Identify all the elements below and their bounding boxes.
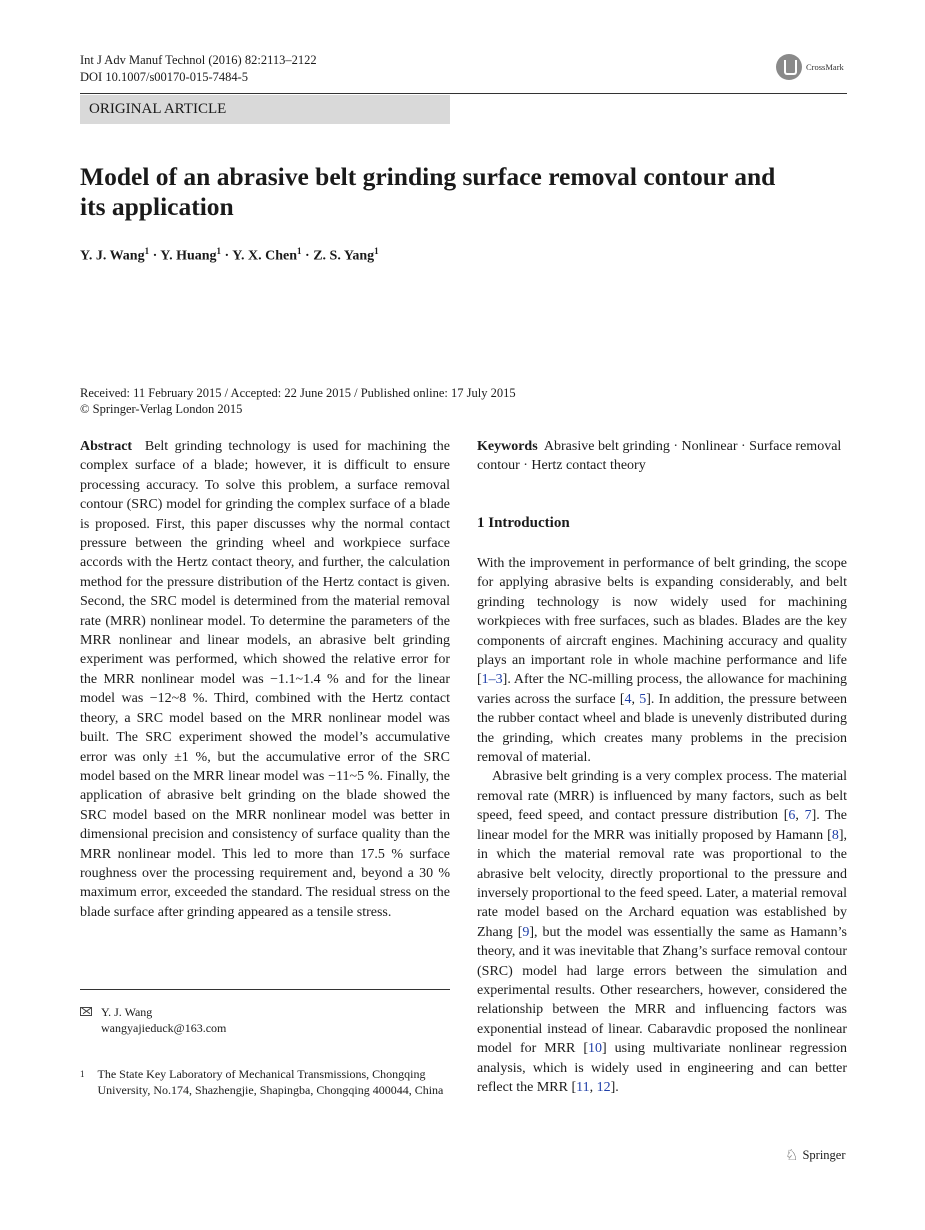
keywords [477, 437, 847, 476]
article-type-tag: ORIGINAL ARTICLE [80, 95, 450, 124]
corresponding-name: Y. J. Wang [101, 1005, 153, 1019]
copyright-line: © Springer-Verlag London 2015 [80, 402, 243, 416]
section-heading-introduction: 1 Introduction [477, 515, 570, 531]
envelope-icon [80, 1007, 92, 1016]
introduction-body [477, 554, 847, 1097]
crossmark-icon [776, 54, 802, 80]
springer-horse-icon: ♘ [785, 1148, 799, 1164]
author-list [80, 246, 379, 265]
author-name[interactable]: Y. J. Wang [80, 248, 145, 264]
keywords-text: Abrasive belt grinding · Nonlinear · Surface removal contour · Hertz contact theory [477, 439, 842, 474]
citation-link[interactable]: 4 [624, 691, 632, 707]
citation-link[interactable]: 12 [596, 1079, 611, 1095]
author-name[interactable]: Y. Huang [160, 248, 217, 264]
affiliation [80, 1066, 452, 1098]
author-affiliation-mark: 1 [144, 246, 150, 256]
header-rule [80, 93, 847, 94]
publication-dates [80, 385, 516, 417]
doi[interactable]: DOI 10.1007/s00170-015-7484-5 [80, 70, 249, 84]
citation-link[interactable]: 5 [639, 691, 647, 707]
affiliation-text: The State Key Laboratory of Mechanical Transmissions, Chongqing University, No.174, Shazhengjie, Shapingba, Chongqing 400044, China [97, 1067, 444, 1097]
footnote-rule [80, 989, 450, 990]
journal-info [80, 52, 317, 86]
publisher-name: Springer [802, 1148, 846, 1162]
citation-link[interactable]: 10 [588, 1041, 603, 1057]
keywords-label: Keywords [477, 439, 538, 454]
abstract-label: Abstract [80, 439, 133, 454]
author-separator: · [149, 248, 161, 264]
author-affiliation-mark: 1 [216, 246, 222, 256]
intro-paragraph-2: Abrasive belt grinding is a very complex process. The material removal rate (MRR) is influenced by many factors, such as belt speed, feed speed, and contact pressure distribution [6, 7]. The linear model for the MRR was initially proposed by Hamann [8], in which the material removal rate was proportional to the abrasive belt velocity, directly proportional to the pressure and inversely proportional to the feed speed. Later, a material removal rate model based on the Archard equation was established by Zhang [9], but the model was essentially the same as Hamann’s theory, and it was inevitable that Zhang’s surface removal contour (SRC) model had large errors between the simulation and experimental results. Other researchers, however, considered the relationship between the MRR and influencing factors was exponential instead of linear. Cabaravdic proposed the nonlinear model for MRR [10] using multivariate nonlinear regression analysis, which is widely used in engineering and can better reflect the MRR [11, 12]. [477, 769, 847, 1095]
article-title: Model of an abrasive belt grinding surface removal contour and its application [80, 162, 776, 221]
citation-link[interactable]: 9 [522, 924, 530, 940]
publisher-logo [785, 1146, 846, 1165]
citation-link[interactable]: 6 [788, 808, 796, 824]
corresponding-email[interactable]: wangyajieduck@163.com [101, 1021, 227, 1035]
journal-citation: Int J Adv Manuf Technol (2016) 82:2113–2122 [80, 53, 317, 67]
crossmark-badge[interactable] [776, 52, 856, 82]
citation-link[interactable]: 11 [576, 1079, 590, 1095]
affiliation-number: 1 [80, 1069, 85, 1079]
author-separator: · [301, 248, 314, 264]
citation-link[interactable]: 1–3 [481, 672, 503, 688]
abstract [80, 437, 450, 922]
intro-paragraph-1: With the improvement in performance of belt grinding, the scope for applying abrasive belts is expanding considerably, and belt grinding technology is now widely used for machining workpieces with free surfaces, such as blades. Blades are the key components of aircraft engines. Machining accuracy and quality plays an important role in whole machine performance and life [1–3]. After the NC-milling process, the allowance for machining varies across the surface [4, 5]. In addition, the pressure between the rubber contact wheel and blade is unevenly distributed during the grinding, which creates many problems in the precision removal of material. [477, 556, 847, 766]
corresponding-author [80, 1004, 226, 1036]
author-name[interactable]: Y. X. Chen [232, 248, 298, 264]
author-name[interactable]: Z. S. Yang [313, 248, 375, 264]
dates-line: Received: 11 February 2015 / Accepted: 22 June 2015 / Published online: 17 July 2015 [80, 386, 516, 400]
citation-link[interactable]: 7 [804, 808, 812, 824]
abstract-text: Belt grinding technology is used for machining the complex surface of a blade; however, it is difficult to ensure processing accuracy. To solve this problem, a surface removal contour (SRC) model for grinding the complex surface of a blade is proposed. First, this paper discusses why the normal contact pressure between the grinding wheel and workpiece surface accords with the Hertz contact theory, and further, the calculation method for the pressure distribution of the Hertz contact is given. Second, the SRC model is determined from the material removal rate (MRR) nonlinear model. To determine the parameters of the MRR nonlinear and linear models, an abrasive belt grinding experiment was performed, which showed the relative error for the MRR nonlinear model was −1.1~1.4 % and for the linear model was −12~8 %. Third, combined with the Hertz contact theory, a SRC model based on the MRR nonlinear model was built. The SRC experiment showed the model’s accumulative error was only ±1 %, but the accumulative error of the SRC model based on the MRR linear model was −11~5 %. Finally, the application of abrasive belt grinding on the blade showed the SRC model based on the MRR nonlinear model was better in dimensional precision and consistency of surface quality than the MRR nonlinear model. This led to more than 17.5 % surface roughness over the processing requirement and, beyond a 30 % maximum error, exceeded the standard. The residual stress on the blade surface after grinding appeared as a tensile stress. [80, 439, 450, 920]
author-affiliation-mark: 1 [297, 246, 302, 256]
citation-link[interactable]: 8 [831, 827, 839, 843]
author-affiliation-mark: 1 [374, 246, 379, 256]
author-separator: · [221, 248, 233, 264]
crossmark-label: CrossMark [806, 62, 844, 72]
